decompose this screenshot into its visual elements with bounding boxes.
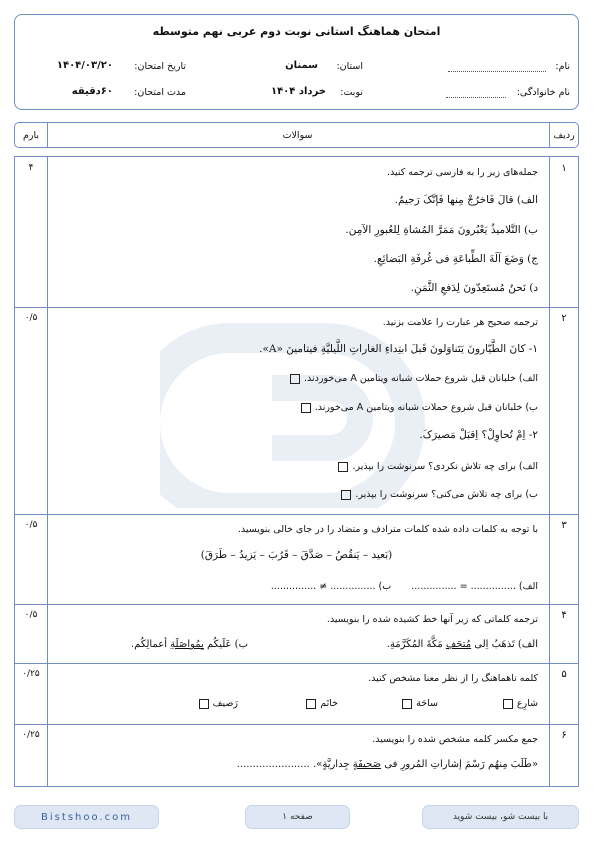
question-prompt: ترجمه صحیح هر عبارت را علامت بزنید.: [382, 317, 538, 328]
question-prompt: جمله‌های زیر را به فارسی ترجمه کنید.: [386, 167, 538, 178]
question-item: «طَلَبَ مِنهُم رَسْمَ إشاراتِ المُرورِ فی صَحیفَةٍ جِداریَّةٍ». .......................: [236, 759, 538, 770]
question-prompt: ترجمه کلماتی که زیر آنها خط کشیده شده را بنویسید.: [326, 614, 538, 625]
option-row[interactable]: [337, 489, 538, 500]
question-prompt: با توجه به کلمات داده شده کلمات مترادف و متضاد را در جای خالی بنویسید.: [237, 524, 538, 535]
option-label: ب) خلبانان قبل شروع حملات شبانه ویتامین A می‌خورند.: [314, 402, 538, 413]
province-label: استان:: [336, 61, 363, 72]
term-label: نوبت:: [340, 87, 363, 98]
checkbox[interactable]: [338, 462, 348, 472]
synonym-sign: =: [459, 581, 468, 592]
option-row[interactable]: [297, 402, 538, 413]
question-score: ۰/۵: [24, 610, 38, 620]
checkbox[interactable]: [290, 374, 300, 384]
exam-header: [14, 14, 579, 110]
questions-column-header: سوالات: [282, 129, 313, 141]
option-row[interactable]: [398, 698, 438, 709]
term-value: خرداد ۱۴۰۴: [270, 86, 326, 97]
question-number: ۵: [561, 669, 567, 680]
option-label: خاتَم: [320, 698, 338, 709]
option-row[interactable]: [499, 698, 538, 709]
duration-label: مدت امتحان:: [134, 87, 186, 98]
option-row[interactable]: [195, 698, 238, 709]
exam-title: امتحان هماهنگ استانی نوبت دوم عربی نهم متوسطه: [152, 25, 441, 38]
question-item: ۲- اِمْ تُحاوِلْ؟ اِقبَلْ مَصیرَکَ.: [419, 429, 538, 441]
antonym-sign: ≠: [319, 581, 328, 592]
name-label: نام:: [555, 61, 570, 72]
province-value: سمنان: [285, 60, 318, 71]
question-number: ۶: [561, 730, 567, 741]
page-number: صفحه ۱: [245, 805, 350, 829]
option-label: الف) خلبانان قبل شروع حملات شبانه ویتامین A می‌خوردند.: [304, 373, 538, 384]
question-score: ۰/۲۵: [22, 730, 40, 740]
question-prompt: کلمه ناهماهنگ را از نظر معنا مشخص کنید.: [368, 673, 538, 684]
date-value: ۱۴۰۴/۰۳/۲۰: [56, 60, 113, 71]
question-prompt: جمع مکسر کلمه مشخص شده را بنویسید.: [372, 734, 538, 745]
table-header: [14, 122, 579, 148]
checkbox[interactable]: [199, 699, 209, 709]
question-item: الف) تَذهَبُ اِلی مُتحَفِ مَکَّةَ المُکَرَّمَةِ.: [386, 639, 538, 650]
answer-blank: .......................: [236, 759, 310, 770]
answer-line[interactable]: الف) ............... = ............... ب) ............... ≠ ...............: [270, 581, 538, 592]
question-item: ج) وَضَعَ آلَةَ الطِّباعَةِ فی غُرفَةِ البَضائِعِ.: [373, 253, 538, 265]
question-score: ۰/۲۵: [22, 669, 40, 679]
question-number: ۲: [561, 313, 567, 324]
checkbox[interactable]: [301, 403, 311, 413]
question-item: د) نَحنُ مُستَعِدّونَ لِدَفعِ الثَّمَنِ.: [410, 282, 538, 294]
question-score: ۴: [28, 163, 34, 173]
question-item: ب) التَّلامیذُ یَعْبُرونَ مَمَرَّ المُشاةِ لِلعُبورِ الآمِن.: [345, 224, 538, 236]
row-column-header: ردیف: [553, 129, 575, 141]
date-label: تاریخ امتحان:: [134, 61, 186, 72]
family-blank[interactable]: [446, 97, 506, 98]
checkbox[interactable]: [402, 699, 412, 709]
question-item: الف) قالَ فَاخرُجْ مِنها فَإنَّکَ رَجیمٌ.: [394, 194, 538, 206]
option-label: ب) برای چه تلاش می‌کنی؟ سرنوشت را بپذیر.: [355, 489, 538, 500]
answer-label: ب): [378, 581, 392, 592]
checkbox[interactable]: [341, 490, 351, 500]
slogan-badge: با بیست شو، بیست شوید: [422, 805, 579, 829]
option-row[interactable]: [302, 698, 338, 709]
option-row[interactable]: [286, 373, 538, 384]
option-label: رَصیف: [212, 698, 238, 709]
site-badge[interactable]: Bistshoo.com: [14, 805, 159, 829]
question-number: ۱: [561, 163, 567, 174]
questions-table: [14, 156, 579, 787]
checkbox[interactable]: [503, 699, 513, 709]
question-number: ۴: [561, 610, 567, 621]
word-bank: (بَعید – یَنقُصُ – صَدَّقَ – قَرُبَ – یَزیدُ – طَرَقَ): [200, 549, 393, 561]
option-row[interactable]: [334, 461, 538, 472]
option-label: الف) برای چه تلاش نکردی؟ سرنوشت را بپذیر.: [352, 461, 538, 472]
question-item: ۱- کانَ الطَّیّارونَ یَتَناوَلونَ قَبلَ ابتِداءِ الغاراتِ اللَّیلیَّةِ فیتامینَ «A».: [259, 343, 538, 355]
name-blank[interactable]: [448, 71, 546, 72]
question-score: ۰/۵: [24, 520, 38, 530]
option-label: ساحَة: [416, 698, 438, 709]
duration-value: ۶۰دقیقه: [71, 86, 113, 97]
checkbox[interactable]: [306, 699, 316, 709]
answer-label: الف): [518, 581, 538, 592]
question-number: ۳: [561, 520, 567, 531]
question-item: ب) عَلَیکُم بِمُواصَلَةِ أعمالِکُم.: [131, 639, 248, 650]
option-label: شارِع: [516, 698, 538, 709]
score-column-header: بارم: [23, 129, 40, 141]
question-score: ۰/۵: [24, 313, 38, 323]
family-label: نام خانوادگی:: [516, 87, 570, 98]
